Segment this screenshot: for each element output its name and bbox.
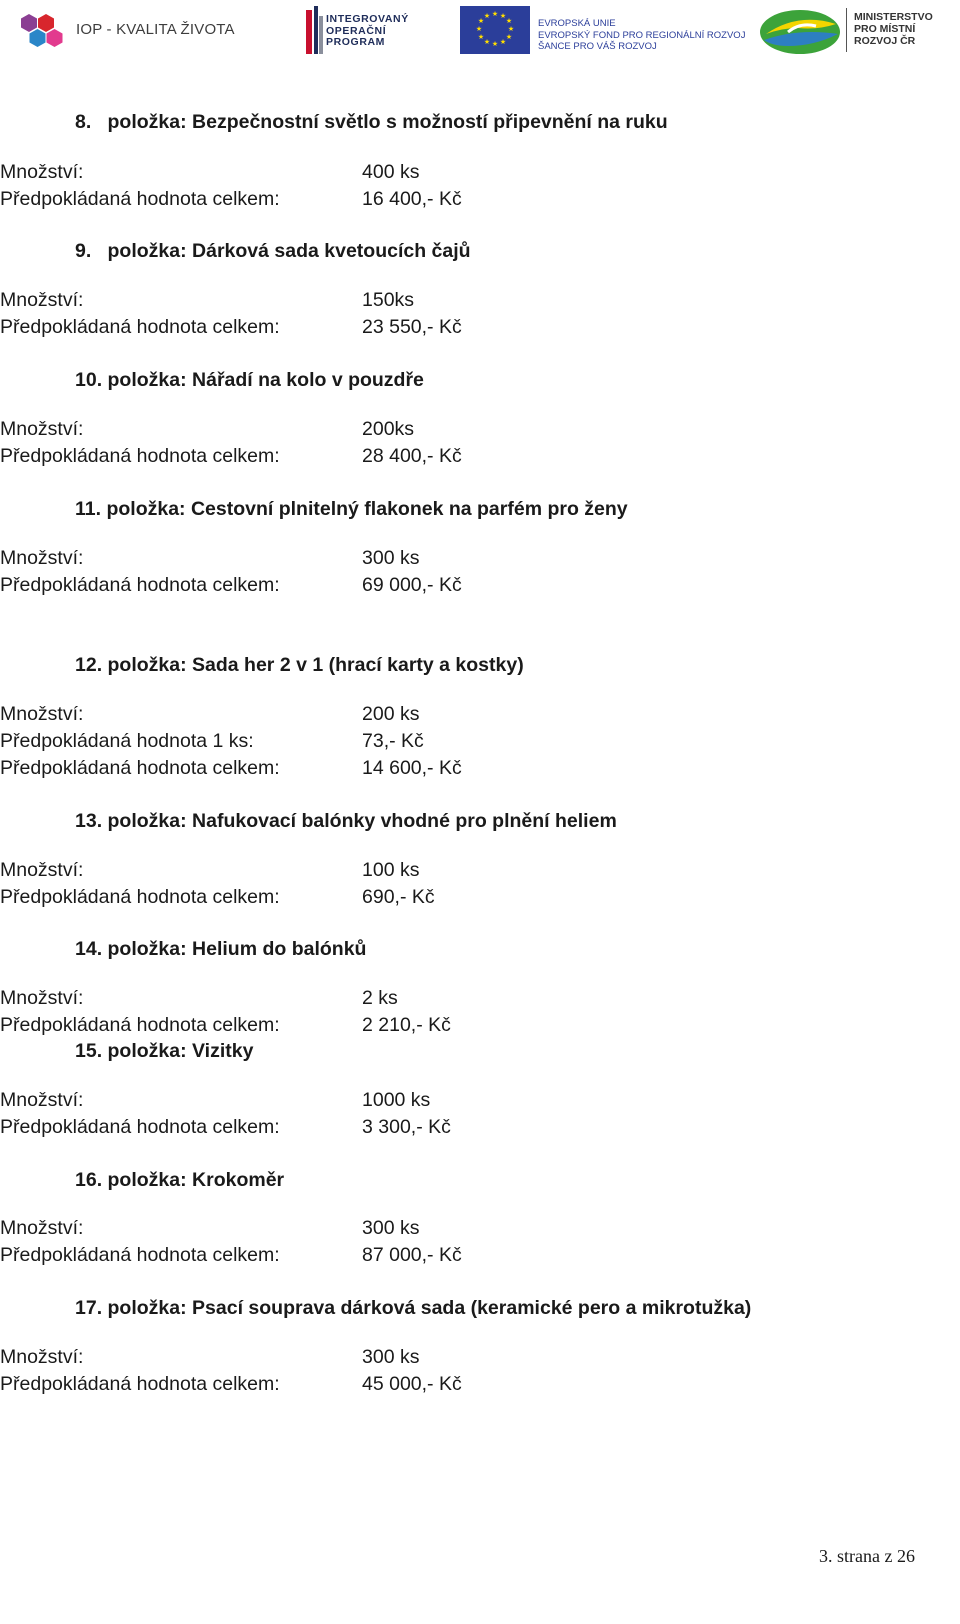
row-value: 23 550,- Kč: [362, 316, 462, 338]
mmr-logo-text: [854, 11, 933, 47]
mmr-divider: [846, 8, 847, 52]
row-label: Množství:: [0, 859, 84, 881]
svg-text:★: ★: [477, 33, 485, 41]
row-label: Předpokládaná hodnota celkem:: [0, 1014, 280, 1036]
row-value: 300 ks: [362, 1346, 420, 1368]
row-label: Předpokládaná hodnota celkem:: [0, 316, 280, 338]
hexagon-cluster-icon: [16, 12, 68, 50]
row-label: Předpokládaná hodnota celkem:: [0, 1373, 280, 1395]
row-value: 300 ks: [362, 1217, 420, 1239]
irop-bars-icon: [306, 6, 324, 54]
item-title: 14. položka: Helium do balónků: [75, 938, 367, 960]
svg-text:★: ★: [477, 17, 485, 25]
row-label: Předpokládaná hodnota 1 ks:: [0, 730, 254, 752]
row-label: Předpokládaná hodnota celkem:: [0, 757, 280, 779]
mmr-line-1: MINISTERSTVO: [854, 11, 933, 23]
row-value: 45 000,- Kč: [362, 1373, 462, 1395]
row-value: 2 ks: [362, 987, 398, 1009]
row-value: 14 600,- Kč: [362, 757, 462, 779]
irop-line-3: PROGRAM: [326, 36, 386, 48]
row-value: 87 000,- Kč: [362, 1244, 462, 1266]
mmr-line-2: PRO MÍSTNÍ: [854, 23, 916, 35]
row-label: Množství:: [0, 1089, 84, 1111]
svg-text:★: ★: [499, 12, 507, 20]
mmr-emblem-icon: [758, 6, 842, 56]
row-value: 150ks: [362, 289, 415, 311]
eu-line-1: EVROPSKÁ UNIE: [538, 18, 616, 29]
row-value: 300 ks: [362, 547, 420, 569]
row-value: 73,- Kč: [362, 730, 424, 752]
eu-line-2: EVROPSKÝ FOND PRO REGIONÁLNÍ ROZVOJ: [538, 29, 746, 41]
row-value: 28 400,- Kč: [362, 445, 462, 467]
row-value: 400 ks: [362, 161, 420, 183]
svg-text:★: ★: [475, 25, 483, 33]
item-title: 11. položka: Cestovní plnitelný flakonek na parfém pro ženy: [75, 498, 628, 520]
irop-logo-text: [326, 14, 409, 49]
item-title: 15. položka: Vizitky: [75, 1040, 254, 1062]
mmr-logo: [758, 6, 938, 56]
item-title: 10. položka: Nářadí na kolo v pouzdře: [75, 369, 424, 391]
svg-text:★: ★: [491, 10, 499, 18]
row-value: 2 210,- Kč: [362, 1014, 451, 1036]
row-value: 16 400,- Kč: [362, 188, 462, 210]
item-title: 12. položka: Sada her 2 v 1 (hrací karty a kostky): [75, 654, 524, 676]
row-label: Množství:: [0, 987, 84, 1009]
row-label: Předpokládaná hodnota celkem:: [0, 886, 280, 908]
row-value: 3 300,- Kč: [362, 1116, 451, 1138]
item-title: 17. položka: Psací souprava dárková sada (keramické pero a mikrotužka): [75, 1297, 752, 1319]
row-label: Množství:: [0, 418, 84, 440]
row-label: Předpokládaná hodnota celkem:: [0, 1116, 280, 1138]
item-title: 16. položka: Krokoměr: [75, 1169, 285, 1191]
row-label: Předpokládaná hodnota celkem:: [0, 1244, 280, 1266]
row-label: Předpokládaná hodnota celkem:: [0, 445, 280, 467]
row-label: Předpokládaná hodnota celkem:: [0, 574, 280, 596]
row-value: 200 ks: [362, 703, 420, 725]
eu-flag-icon: [460, 6, 530, 54]
irop-line-1: INTEGROVANÝ: [326, 13, 409, 25]
row-label: Množství:: [0, 289, 84, 311]
iop-logo-text: IOP - KVALITA ŽIVOTA: [76, 21, 235, 38]
row-label: Množství:: [0, 703, 84, 725]
row-label: Množství:: [0, 547, 84, 569]
svg-text:★: ★: [499, 38, 507, 46]
irop-logo: [306, 6, 434, 56]
svg-text:★: ★: [507, 25, 515, 33]
svg-text:★: ★: [483, 38, 491, 46]
iop-logo: [16, 12, 235, 50]
svg-text:★: ★: [505, 33, 513, 41]
item-title: 13. položka: Nafukovací balónky vhodné pro plnění heliem: [75, 810, 617, 832]
eu-logo-text: [538, 18, 745, 53]
row-label: Množství:: [0, 1346, 84, 1368]
row-label: Množství:: [0, 1217, 84, 1239]
irop-line-2: OPERAČNÍ: [326, 24, 387, 37]
svg-text:★: ★: [505, 17, 513, 25]
item-title: 8. položka: Bezpečnostní světlo s možností připevnění na ruku: [75, 111, 668, 133]
row-value: 200ks: [362, 418, 415, 440]
row-value: 69 000,- Kč: [362, 574, 462, 596]
eu-line-3: ŠANCE PRO VÁŠ ROZVOJ: [538, 41, 657, 52]
row-label: Množství:: [0, 161, 84, 183]
mmr-line-3: ROZVOJ ČR: [854, 35, 916, 47]
row-value: 690,- Kč: [362, 886, 435, 908]
svg-text:★: ★: [491, 40, 499, 48]
svg-text:★: ★: [483, 12, 491, 20]
eu-logo: [460, 6, 746, 56]
item-title: 9. položka: Dárková sada kvetoucích čajů: [75, 240, 471, 262]
row-label: Předpokládaná hodnota celkem:: [0, 188, 280, 210]
row-value: 1000 ks: [362, 1089, 431, 1111]
page-number: 3. strana z 26: [819, 1546, 915, 1566]
row-value: 100 ks: [362, 859, 420, 881]
